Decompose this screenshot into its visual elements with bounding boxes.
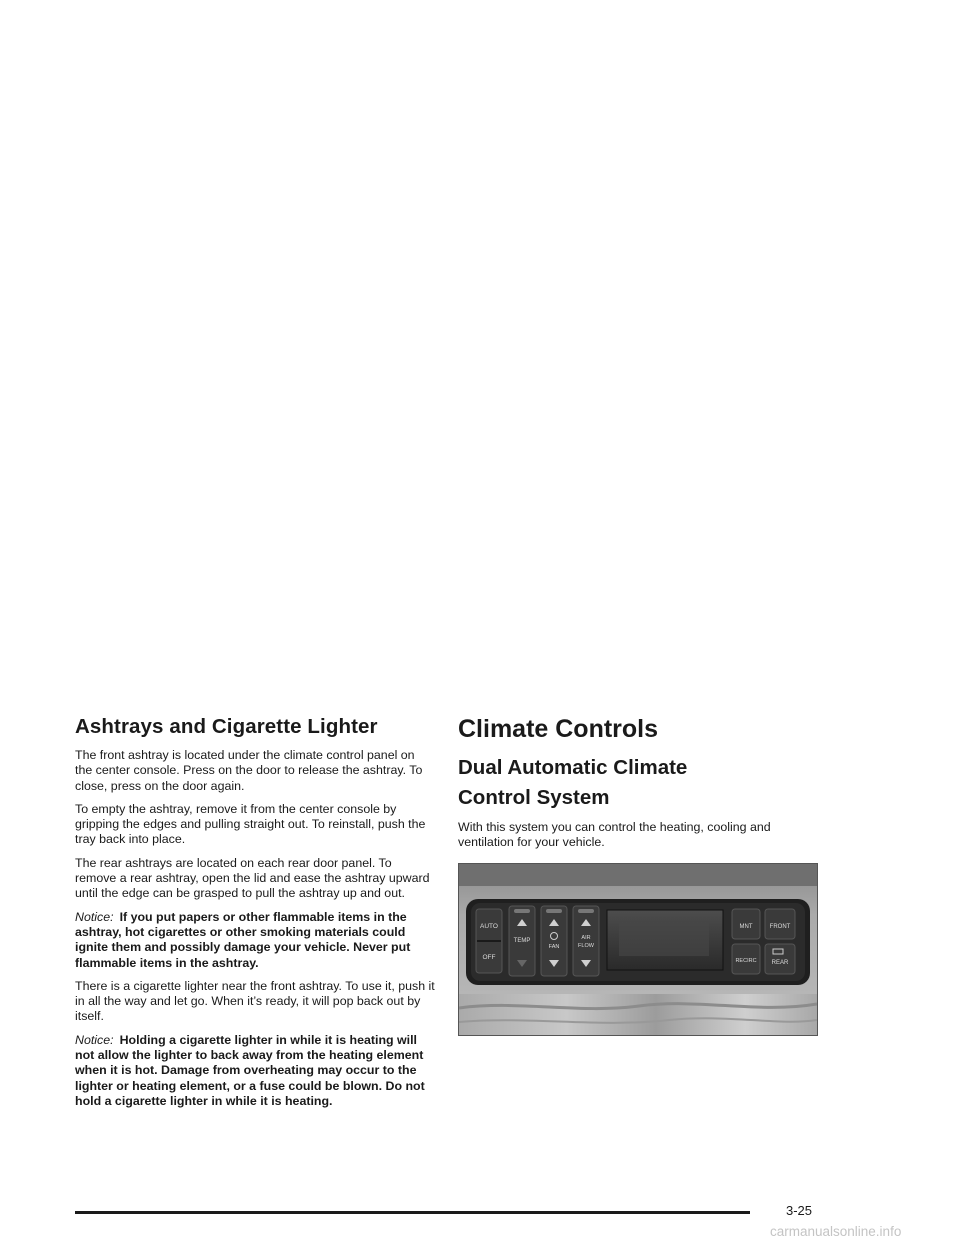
footer-rule [75,1211,750,1214]
right-column [458,715,818,859]
temp-button-group [509,906,535,976]
section-title-climate-controls: Climate Controls [458,715,659,743]
fan-button-group [541,906,567,976]
watermark: carmanualsonline.info [770,1224,902,1239]
paragraph-empty-ashtray: To empty the ashtray, remove it from the center console by gripping the edges and pulling straight out. To reinstall, push the tray back into place. [75,801,426,847]
auto-button-label[interactable]: AUTO [480,923,498,930]
air-flow-button-group [573,906,599,976]
off-button-label[interactable]: OFF [482,954,496,961]
paragraph-intro: With this system you can control the heating, cooling and ventilation for your vehicle. [458,820,771,850]
paragraph-rear-ashtrays: The rear ashtrays are located on each rear door panel. To remove a rear ashtray, open the lid and ease the ashtray upward until the edge can be grasped to pull the ashtray up and out. [75,855,430,901]
section-heading-ashtrays: Ashtrays and Cigarette Lighter [75,715,378,738]
notice-lighter [75,1033,435,1109]
air-button-label: AIR [581,935,591,941]
notice-text: If you put papers or other flammable items in the ashtray, hot cigarettes or other smoking materials could ignite them and possibly damage your vehicle. Never put flammable items in the ashtray. [75,909,411,970]
left-column [75,715,435,1117]
paragraph-cigarette-lighter: There is a cigarette lighter near the front ashtray. To use it, push it in all the way and let go. When it’s ready, it will pop back out by itself. [75,978,435,1024]
front-button-label[interactable]: FRONT [769,924,791,930]
page-number: 3-25 [786,1203,813,1218]
subheading-dual-automatic [458,753,818,813]
climate-control-panel-photo [458,863,818,1036]
mnt-button-label[interactable]: MNT [739,924,753,930]
subheading-line-2: Control System [458,786,610,809]
climate-display-glare [619,922,709,956]
temp-button-label: TEMP [513,938,531,944]
notice-label: Notice: [75,1032,114,1047]
fan-button-label: FAN [548,944,560,950]
flow-button-label: FLOW [578,943,594,949]
notice-label: Notice: [75,909,114,924]
auto-off-button-group [476,909,502,973]
notice-flammable [75,910,435,971]
notice-text: Holding a cigarette lighter in while it is heating will not allow the lighter to back away from the heating element when it is hot. Damage from overheating may occur to the lighter or heating element, or a fuse could be blown. Do not hold a cigarette lighter in while it is heating. [75,1032,425,1108]
subheading-line-1: Dual Automatic Climate [458,756,688,779]
climate-panel-illustration [459,864,817,1035]
rear-button-label[interactable]: REAR [771,960,789,966]
paragraph-front-ashtray: The front ashtray is located under the climate control panel on the center console. Press on the door to release the ashtray. To close, press on the door again. [75,748,423,793]
recirc-button-label[interactable]: RECIRC [735,958,757,964]
